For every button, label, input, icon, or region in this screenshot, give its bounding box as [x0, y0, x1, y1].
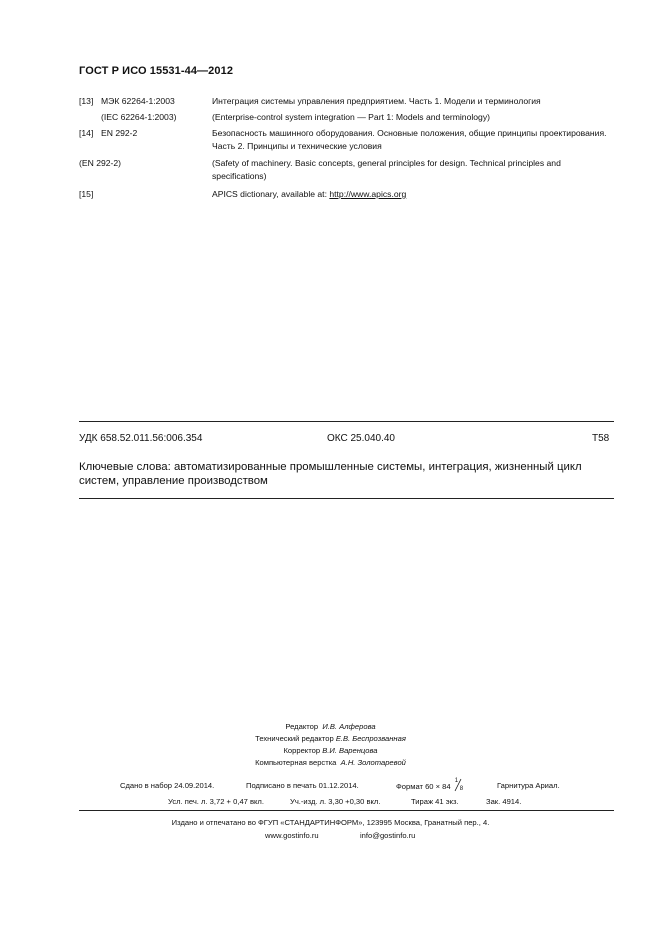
- divider-keywords: [79, 498, 614, 499]
- reference-description: (Enterprise-control system integration — Part 1: Models and terminology): [212, 112, 490, 122]
- document-title: ГОСТ Р ИСО 15531-44—2012: [79, 65, 234, 77]
- publisher-line: Издано и отпечатано во ФГУП «СТАНДАРТИНФОРМ», 123995 Москва, Гранатный пер., 4.: [171, 818, 490, 827]
- credit-proofreader: Корректор В.И. Варенцова: [283, 746, 378, 755]
- classification-code: Т58: [592, 433, 610, 444]
- credits: [0, 722, 661, 770]
- typeface: Гарнитура Ариал.: [497, 781, 560, 790]
- publisher-website[interactable]: www.gostinfo.ru: [265, 831, 319, 840]
- paper-format: Формат 60 × 84 1 8: [396, 781, 467, 793]
- divider-top: [79, 421, 614, 422]
- sent-to-typesetting: Сдано в набор 24.09.2014.: [120, 781, 215, 790]
- printed-sheets: Усл. печ. л. 3,72 + 0,47 вкл.: [168, 797, 264, 806]
- reference-description: Безопасность машинного оборудования. Основные положения, общие принципы проектирования. Часть 2. Принципы и технические условия: [212, 128, 607, 151]
- udk-code: УДК 658.52.011.56:006.354: [79, 433, 203, 444]
- publisher-email[interactable]: info@gostinfo.ru: [360, 831, 416, 840]
- order-number: Зак. 4914.: [486, 797, 522, 806]
- reference-number: [15]: [79, 189, 94, 199]
- reference-standard: (IEC 62264-1:2003): [101, 112, 177, 122]
- reference-standard: EN 292-2: [101, 128, 138, 138]
- reference-standard: МЭК 62264-1:2003: [101, 96, 175, 106]
- credit-technical-editor: Технический редактор Е.В. Беспрозванная: [255, 734, 406, 743]
- reference-description-prefix: APICS dictionary, available at:: [212, 189, 330, 199]
- format-fraction: 1 8: [454, 778, 464, 792]
- reference-description: [212, 188, 616, 201]
- signed-for-print: Подписано в печать 01.12.2014.: [246, 781, 359, 790]
- reference-description: (Safety of machinery. Basic concepts, general principles for design. Technical principles and specifications): [212, 158, 561, 181]
- keywords: Ключевые слова: автоматизированные промышленные системы, интеграция, жизненный цикл систем, управление производством: [79, 461, 582, 487]
- divider-bottom: [79, 810, 614, 811]
- reference-description: Интеграция системы управления предприятием. Часть 1. Модели и терминология: [212, 96, 541, 106]
- reference-standard: (EN 292-2): [79, 158, 122, 168]
- oks-code: ОКС 25.040.40: [327, 433, 395, 444]
- credit-layout: Компьютерная верстка А.Н. Золотаревой: [255, 758, 406, 767]
- print-run: Тираж 41 экз.: [411, 797, 459, 806]
- apics-link[interactable]: http://www.apics.org: [329, 189, 407, 199]
- credit-editor: Редактор И.В. Алферова: [285, 722, 376, 731]
- publisher-sheets: Уч.-изд. л. 3,30 +0,30 вкл.: [290, 797, 381, 806]
- reference-number: [14]: [79, 128, 94, 138]
- reference-number: [13]: [79, 96, 94, 106]
